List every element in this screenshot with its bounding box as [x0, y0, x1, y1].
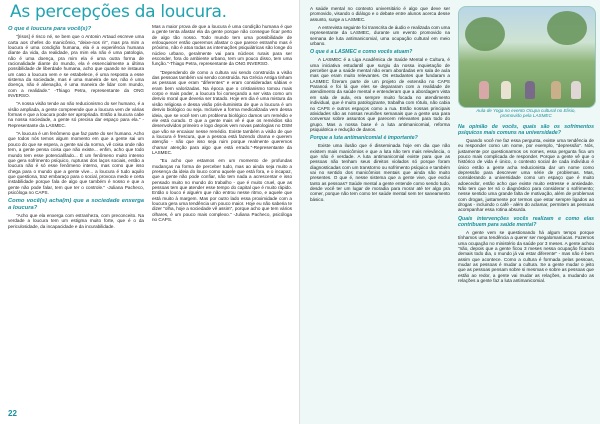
- section-heading: O que é loucura para você(s)?: [8, 26, 92, 32]
- paragraph: "Eu acho que estamos em um momento de profundas mudanças na forma de perceber tudo, mas ao ainda seja muito a presença da ideia do louco como aquele que está fora, e o incapaz, que a gente não pode confiar, não tem nada a acrescentar e isso pensado muito no mundo do trabalho - que é muito cruel, que as pessoas tem que atender esse tempo do capital que é muito rápido. Então o louco é alguém que não entrou nesse ritmo, e aquele que está muito à margem. Mas por outro lado essa proximidade com a loucura gera uma tendência um pouco maior. Hoje eu não saberia te dizer "olha, hoje a sociedade vê assim", porque acho que tem vários olhares, é um pouco mais complexo." -Juliana Pacheco, psicóloga no CAPS.: [152, 158, 292, 223]
- section-heading: Como você(s) acha(m) que a sociedade enxerga a loucura?: [8, 198, 144, 211]
- right-column-1: [310, 6, 450, 418]
- person-figure: [551, 81, 561, 99]
- paragraph: "[risos] é risco né, se bem que o Antonin Artaud escreve uma carta aos chefes do manicômio, "deixe-nos rir", mas pra mim a loucura é uma condição humana, ela é a experiência humana diante da vida, da realidade, pra mim ela não é uma patologia, não é uma doença, pra mim ela é uma outra forma de racionalidade diante do mundo, ela é essencialmente a última possibilidade de liberdade humana, acho que quando se instaura um caso a loucura vem e se estabelece, é uma resposta a esse sistema da sociedade, mas é uma maneira de ser, não é uma doença, não é alienação, é uma maneira de lidar com mundo, com a realidade." -Thiago Petra, representante da ONG INVERSO.: [8, 34, 144, 99]
- section-heading: Quais intervenções vocês realizam e como elas contribuem para saúde mental?: [458, 215, 594, 228]
- tree-shape: [465, 17, 505, 51]
- photo-caption: Aula de Yoga no evento Ocupa cultural no Elisio, promovido pela LASMEC: [476, 108, 576, 119]
- person-figure: [571, 81, 581, 99]
- paragraph: "A loucura é um fenômeno que faz parte do ser humano. Acho que todos nós temos algum momento em que a gente sai um pouco do que se espera, a gente sai da norma, vê coisa onde não tem, a gente pensa coisa que não existe... enfim, acho que todo mundo tem esse potencial/lado... É um fenômeno muito intenso que gera sofrimento psíquico, rupturas dos laços sociais, então a loucura não é só esse fenômeno interno, mas como que isso chega para o mundo que a gente vive... a loucura é tudo aquilo que questiona, traz embaraço para o social, provoca medo e certa instabilidade porque fala de algo que também é nosso e que a gente não pode falar, tem que ter o controle." -Juliana Pacheco, psicóloga no CAPS.: [8, 131, 144, 195]
- paragraph: Mas a maior prova de que a loucura é uma condição humana é que a gente tenta afastar ela da gente porque não consegue ficar perto de algo tão nosso. Todo mundo tem uma possibilidade de enlouquecer então queremos afastar o que parece estranho mas é próximo, não é atoa todas as internações psiquiátricas são longe do núcleo urbano, geralmente vai para núcleos rurais para ser esconder, fora do ambiente urbano, tem um pouco disso, tem uma função."-Thiago Petra, representante da ONG INVERSO.: [152, 24, 292, 67]
- paragraph: "Acho que ela enxerga com estranheza, com preconceito. Na verdade a loucura tem um estigma muito forte, que é o da periculosidade, da incapacidade e da incurabilidade.: [8, 212, 144, 229]
- section-heading: Na opinião de vocês, quais são os sofrimentos psíquicos mais comuns na universidade?: [458, 124, 594, 136]
- left-column-2: [152, 24, 292, 416]
- section-heading: O que é a LASMEC e como vocês atuam?: [310, 49, 413, 56]
- person-figure: [479, 81, 489, 99]
- paragraph: "Dependendo de como a cultura vai sendo construída a visão das pessoas também vai sendo construída. Na Grécia Antiga tinham as pessoas que eram "diferentes" e eram consideradas sábias e eram bem valorizadas. Na época que o cristianismo tomou mais corpo e mais poder, a loucura foi começando a ser vista como um desvio moral que deveria ser tratado. Hoje em dia é uma mistura da visão religiosa e dessa visão pós-iluminista de que a loucura é um desvio biológico ou seja. Inclusive a forma medicalizada vem dessa ideia, que se você tem um problema biológico damos um remédio e ele está curado. O que a gente mais vê é que os remédios são desenvolvidos primeiro e logo depois vem novas patologias no DSM que vão se encaixar nesse remédio. Existe também a visão de que a loucura é frescura, que a pessoa está fazendo drama e querem atenção - não que isso seja ruim porque realmente queremos chamar atenção para algo que está errado."-Representante da LASMEC.: [152, 69, 292, 155]
- paragraph: Quando você me faz essa pergunta, existe uma tendência de eu responder como um nome, por exemplo, "depressão". Nós, justamente por questionarmos os nomes, essa pergunta fica um pouco mais complicada de responder. Porque a gente vê que o histórico de vida é único, o contexto social de cada indivíduo é único então a gente acha reducionista dar um nome como depressão para descrever uma série de problemas. Mas, considerando a universidade como um espaço que é muito adoecedor, então acho que existe muito estresse e ansiedade. Não tem que ter só o diagnóstico para considerar o sofrimento; nesse sentido uma grande falta de motivação, além de problemas com drogas, justamente por termos que estar sempre ligados ao drogas - incluindo o café - além do aclamar, permitem as pessoas acompanhar essa rotina absurda.: [458, 138, 594, 213]
- yoga-event-photo: [458, 6, 596, 108]
- right-column-2: [458, 122, 594, 418]
- paragraph: A LASMEC é a Liga Acadêmica de Saúde Mental e Cultura, é uma iniciativa estudantil que surgiu da nossa inquietação de perceber que a saúde mental não eram abordadas em sala de aula mas que eram muito relevantes. Os estudantes que fundaram a LASMEC fizeram parte de um projeto de extensão no CAPS Paranoá e foi lá que eles se depararam com a realidade de atendimento da saúde mental e entenderam que a abordagem vista em sala de aula, era sempre muito focada no atendimento individual, que é muito patologizante, trabalha com rótulo, não cabia no CAPS e outros espaços como a rua. Então nossas principais atividades são as nossas reuniões semanais que a gente usa para conversar sobre assuntos que parecem relevantes para todo do grupo. Mas a nossa base é a luta antimanicomial, reforma psiquiátrica e redução de danos.: [310, 57, 450, 132]
- section-heading: Porque a luta antimanicomial é importante?: [310, 135, 418, 142]
- person-figure: [501, 81, 511, 99]
- paragraph: Existe uma ilusão que é disseminada hoje em dia que não existem mais manicômios e que a luta não tem mais relevância, o que não é verdade. A luta antimanicomial existe para que as pessoas não tenham seus direitos violados só porque foram diagnosticadas com um transtorno ou sofrimento psíquico e também vai no sentido dos manicômios mentais que ainda são muito presentes. O que é, nesse sistema que a gente vive, que exclui tanto as pessoas? Saúde mental a gente entende como sendo tudo, desde você ter um lugar de moradia para morar até ter algo pra comer, porque não tem como ter saúde mental sem ter saneamento básico.: [310, 143, 450, 202]
- paragraph: A gente vem se questionando há algum tempo porque tínhamos uma tendência a querer ser megalomaníacas. Fazemos uma ocupação no ministério da saúde por 3 meses. A gente achou "não, depois que a gente ficou 3 meses nessa ocupação ficando demais todo dia, o mundo já vai estar diferente" - mas não é bem assim que acontece. Como a cultura é formada pelas pessoas, mudar as pessoas é mudar a cultura. Se a gente mudar o jeito que as pessoas pensam sobre si mesmas e sobre as pessoas que estão ao redor, a gente vai mudar as relações, a mudando as relações a gente faz a luta antimanicomial.: [458, 229, 594, 283]
- paragraph: "A nossa visão tende ao não reducionismo do ser humano, é a visão ampliada, a gente compreende que a loucura vem de várias formas e que a loucura pode ser apropriada. Então a loucura cabe na nossa sociedade, a gente só precisa dar espaço para ela." -Representante da LASMEC.: [8, 101, 144, 128]
- left-column-1: [8, 24, 144, 416]
- page-number: 22: [8, 409, 17, 418]
- paragraph: A entrevista seguinte foi transcrita de áudio e realizada com uma representante da LASMEC, durante um evento promovido na semana de luta antimanicomial, uma ocupação cultural em meio urbano.: [310, 25, 450, 47]
- page-title: As percepções da loucura.: [10, 2, 227, 22]
- tree-shape: [547, 11, 587, 45]
- paragraph: A saúde mental no contexto universitário é algo que deve ser promovido, visando o diálogo e o debate entre alunos acerca desse assunto, surge a LASMEC.: [310, 6, 450, 22]
- person-figure: [525, 81, 535, 99]
